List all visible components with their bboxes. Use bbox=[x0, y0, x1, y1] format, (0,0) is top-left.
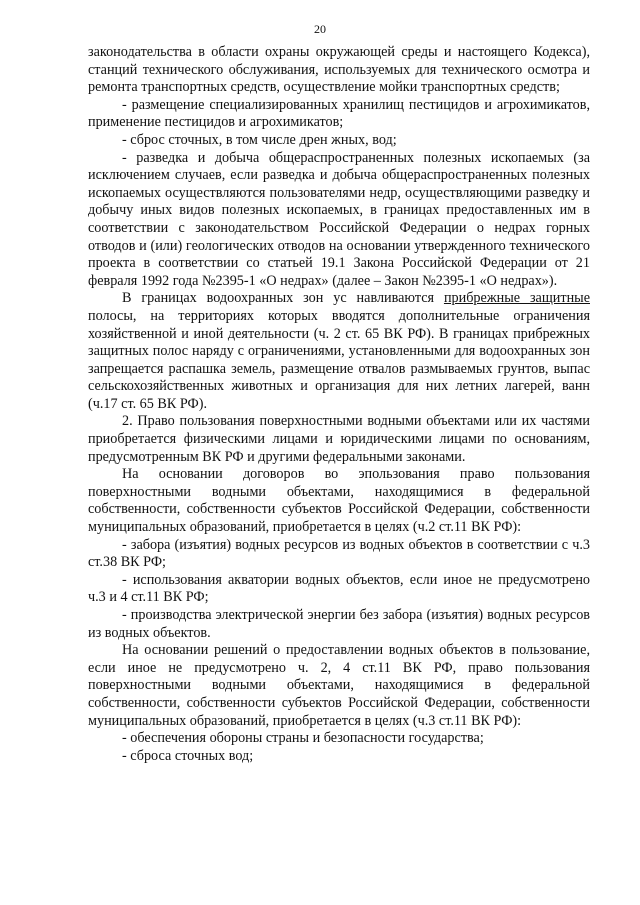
underlined-term: прибрежные защитные bbox=[443, 290, 590, 307]
list-item-pesticides: - размещение специализированных хранилищ пестицидов и агрохимикатов, применение пестицидов и агрохимикатов; bbox=[88, 96, 590, 131]
list-item-defense: - обеспечения обороны страны и безопасности государства; bbox=[122, 730, 484, 747]
paragraph-provision-decisions: На основании решений о предоставлении водных объектов в пользование, если иное не предусмотрено ч. 2, 4 ст.11 ВК РФ, право пользования поверхностными водными объектами, находящимися в федеральной собственности, собственности субъектов Российской Федерации, собственности муниципальных образований, приобретается в целях (ч.3 ст.11 ВК РФ): bbox=[88, 642, 590, 729]
paragraph-text-end: полосы, на территориях которых вводятся дополнительные ограничения хозяйственной и иной деятельности (ч. 2 ст. 65 ВК РФ). В границах прибрежных защитных полос наряду с ограничениями, установленными для водоохранных зон запрещается распашка земель, размещение отвалов размываемых грунтов, выпас сельскохозяйственных животных и организация для них летних лагерей, ванн (ч.17 ст. 65 ВК РФ). bbox=[88, 307, 590, 412]
list-item-sewage-discharge: - сброса сточных вод; bbox=[122, 747, 254, 764]
list-item-wastewater-discharge: - сброс сточных, в том числе дрен жных, вод; bbox=[122, 131, 397, 148]
paragraph-continuation: законодательства в области охраны окружающей среды и настоящего Кодекса), станций технического обслуживания, используемых для технического осмотра и ремонта транспортных средств, осуществление мойки транспортных средств; bbox=[88, 44, 590, 96]
list-item-mineral-extraction: - разведка и добыча общераспространенных полезных ископаемых (за исключением случаев, если разведка и добыча общераспространенных полезных ископаемых осуществляются пользователями недр, осуществляющими разведку и добычу иных видов полезных ископаемых, в границах предоставленных им в соответствии с законодательством Российской Федерации о недрах горных отводов и (или) геологических отводов на основании утвержденного технического проекта в соответствии со статьей 19.1 Закона Российской Федерации от 21 февраля 1992 года №2395-1 «О недрах» (далее – Закон №2395-1 «О недрах»). bbox=[88, 149, 590, 289]
paragraph-water-use-contracts: На основании договоров во эпользования право пользования поверхностными водными объектами, находящимися в федеральной собственности, собственности субъектов Российской Федерации, собственности муниципальных образований, приобретается в целях (ч.2 ст.11 ВК РФ): bbox=[88, 466, 590, 536]
document-body bbox=[88, 44, 590, 765]
page-number: 20 bbox=[314, 22, 326, 36]
list-item-water-intake: - забора (изъятия) водных ресурсов из водных объектов в соответствии с ч.3 ст.38 ВК РФ; bbox=[88, 536, 590, 571]
paragraph-text-start: В границах водоохранных зон ус навливаются bbox=[122, 290, 444, 307]
paragraph-item-2: 2. Право пользования поверхностными водными объектами или их частями приобретается физическими лицами и юридическими лицами по основаниям, предусмотренным ВК РФ и другими федеральными законами. bbox=[88, 413, 590, 465]
paragraph-coastal-protection-strips bbox=[88, 290, 590, 413]
list-item-water-area-use: - использования акватории водных объектов, если иное не предусмотрено ч.3 и 4 ст.11 ВК РФ; bbox=[88, 571, 590, 606]
list-item-electric-power: - производства электрической энергии без забора (изъятия) водных ресурсов из водных объектов. bbox=[88, 607, 590, 641]
